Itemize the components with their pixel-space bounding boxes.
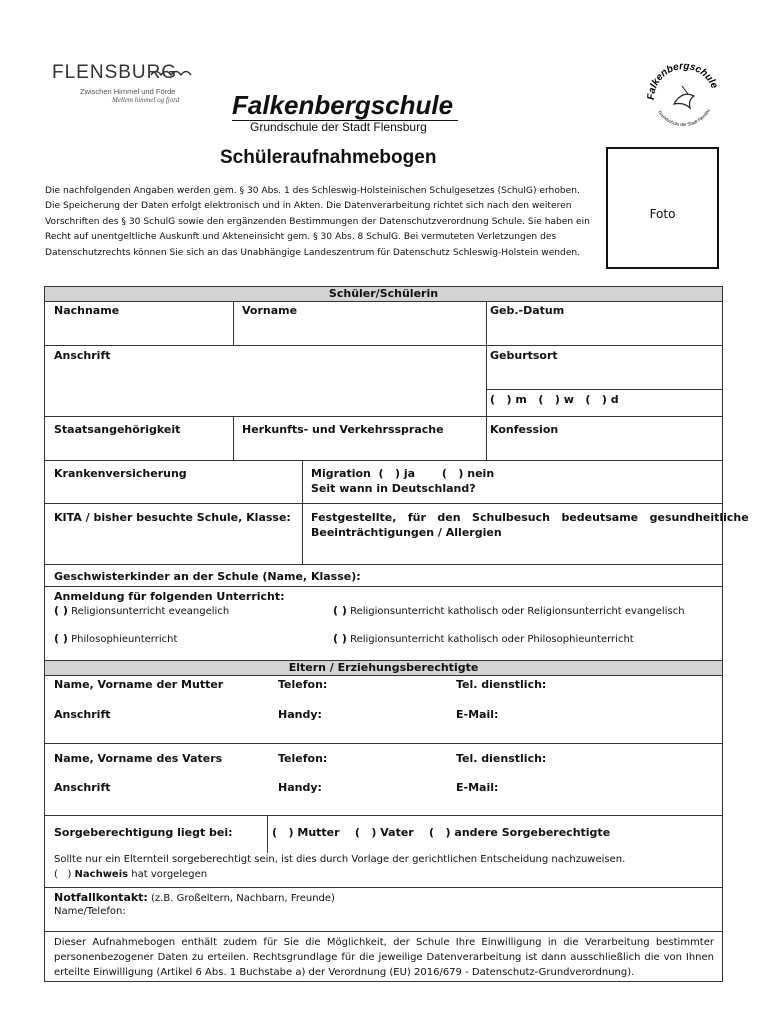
form-title: Schüleraufnahmebogen [220, 147, 437, 168]
sprache-field[interactable]: Herkunfts- und Verkehrssprache [242, 423, 444, 436]
enrollment-form [44, 286, 749, 982]
vater-anschrift-field[interactable]: Anschrift [54, 781, 111, 794]
city-logo: FLENSBURG [52, 62, 178, 83]
gesundheit-field-line2: Beeinträchtigungen / Allergien [311, 526, 502, 539]
geschwister-field[interactable]: Geschwisterkinder an der Schule (Name, Klasse): [54, 570, 361, 583]
sorge-label: Sorgeberechtigung liegt bei: [54, 826, 233, 839]
school-subtitle: Grundschule der Stadt Flensburg [250, 120, 427, 134]
geschlecht-checkboxes[interactable]: ( ) m ( ) w ( ) d [490, 393, 619, 406]
city-tagline: Zwischen Himmel und Förde [80, 87, 176, 96]
krankenversicherung-field[interactable]: Krankenversicherung [54, 467, 187, 480]
anschrift-field[interactable]: Anschrift [54, 349, 111, 362]
checkbox[interactable]: ( ) [333, 604, 347, 617]
mutter-telefon-field[interactable]: Telefon: [278, 678, 328, 691]
checkbox[interactable]: ( ) [54, 632, 68, 645]
vater-handy-field[interactable]: Handy: [278, 781, 322, 794]
wave-icon [150, 66, 196, 80]
vorname-field[interactable]: Vorname [242, 304, 298, 317]
option-religion-evangelisch[interactable]: ( ) Religionsunterricht eveangelich [54, 604, 230, 617]
vater-name-field[interactable]: Name, Vorname des Vaters [54, 752, 223, 765]
school-seal-logo [644, 56, 722, 136]
mutter-anschrift-field[interactable]: Anschrift [54, 708, 111, 721]
option-religion-kath-or-ev[interactable]: ( ) Religionsunterricht katholisch oder Religionsunterricht evangelisch [333, 604, 685, 617]
notfall-name-telefon-field[interactable]: Name/Telefon: [54, 906, 126, 917]
mutter-email-field[interactable]: E-Mail: [456, 708, 499, 721]
seit-wann-field[interactable]: Seit wann in Deutschland? [311, 482, 476, 495]
mutter-handy-field[interactable]: Handy: [278, 708, 322, 721]
geburtsort-field[interactable]: Geburtsort [490, 349, 558, 362]
sorge-checkboxes[interactable]: ( ) Mutter ( ) Vater ( ) andere Sorgeberechtigte [272, 826, 611, 839]
section-header-student: Schüler/Schülerin [45, 287, 722, 302]
anmeldung-label: Anmeldung für folgenden Unterricht: [54, 590, 285, 603]
option-philosophie[interactable]: ( ) Philosophieunterricht [54, 632, 178, 645]
staatsangehoerigkeit-field[interactable]: Staatsangehörigkeit [54, 423, 181, 436]
nachname-field[interactable]: Nachname [54, 304, 120, 317]
svg-text:Grundschule der Stadt Flensbur: Grundschule der Stadt Flensbu [657, 108, 711, 128]
section-header-parents: Eltern / Erziehungsberechtigte [45, 660, 722, 676]
vater-tel-dienstlich-field[interactable]: Tel. dienstlich: [456, 752, 547, 765]
migration-checkboxes[interactable]: Migration ( ) ja ( ) nein [311, 467, 495, 480]
notfall-label: Notfallkontakt: (z.B. Großeltern, Nachbarn, Freunde) [54, 891, 335, 904]
gesundheit-field[interactable]: Festgestellte, für den Schulbesuch bedeutsame gesundheitliche [311, 511, 749, 524]
mutter-name-field[interactable]: Name, Vorname der Mutter [54, 678, 224, 691]
svg-text:Falkenbergschule: Falkenbergschule [645, 60, 720, 101]
vater-email-field[interactable]: E-Mail: [456, 781, 499, 794]
privacy-notice: Die nachfolgenden Angaben werden gem. § 30 Abs. 1 des Schleswig-Holsteinischen Schulgesetzes (SchulG) erhoben. Die Speicherung der Daten erfolgt elektronisch und in Akten. Die Datenverarbeitung richtet sich nach den weiteren Vorschriften des § 30 SchulG sowie den ergänzenden Bestimmungen der Datenschutzverordnung Schule. Sie haben ein Recht auf unentgeltliche Auskunft und Akteneinsicht gem. § 30 Abs. 8 SchulG. Bei vermuteten Verletzungen des Datenschutzrechts können Sie sich an das Unabhängige Landeszentrum für Datenschutz Schleswig-Holstein wenden. [45, 186, 590, 258]
konfession-field[interactable]: Konfession [490, 423, 559, 436]
photo-box [606, 147, 719, 269]
sorge-note: Sollte nur ein Elternteil sorgeberechtigt sein, ist dies durch Vorlage der gerichtlichen Entscheidung nachzuweisen. [54, 854, 626, 865]
checkbox[interactable]: ( ) [54, 604, 68, 617]
option-religion-kath-or-phil[interactable]: ( ) Religionsunterricht katholisch oder Philosophieunterricht [333, 632, 634, 645]
geb-datum-field[interactable]: Geb.-Datum [490, 304, 565, 317]
checkbox[interactable]: ( ) [333, 632, 347, 645]
kita-field[interactable]: KITA / bisher besuchte Schule, Klasse: [54, 511, 291, 524]
consent-text: Dieser Aufnahmebogen enthält zudem für Sie die Möglichkeit, der Schule Ihre Einwilligung in die Verarbeitung bestimmter personenbezogener Daten zu erteilen. Rechtsgrundlage für die jeweilige Datenverarbeitung ist dann ausschließlich die von Ihnen erteilte Einwilligung (Artikel 6 Abs. 1 Buchstabe a) der Verordnung (EU) 2016/679 - Datenschutz-Grundverordnung). [54, 937, 714, 978]
vater-telefon-field[interactable]: Telefon: [278, 752, 328, 765]
nachweis-checkbox[interactable]: ( ) Nachweis hat vorgelegen [54, 869, 208, 880]
photo-label: Foto [649, 207, 676, 221]
city-tagline-danish: Mellem himmel og fjord [112, 96, 180, 104]
mutter-tel-dienstlich-field[interactable]: Tel. dienstlich: [456, 678, 547, 691]
school-name: Falkenbergschule [232, 90, 454, 120]
